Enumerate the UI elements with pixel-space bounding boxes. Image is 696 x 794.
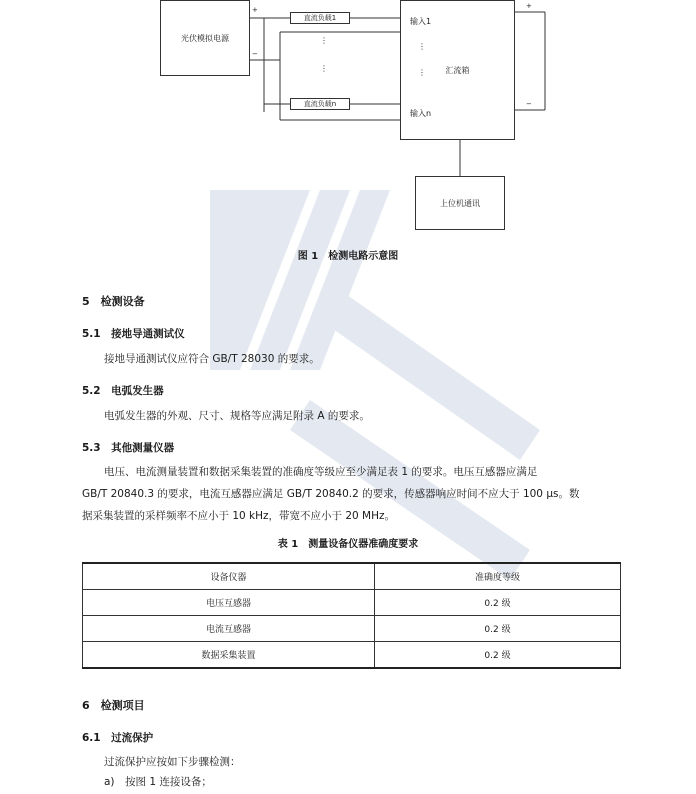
section-5-3-line-1: 电压、电流测量装置和数据采集装置的准确度等级应至少满足表 1 的要求。电压互感器应满足 [104,466,538,478]
table-cell: 0.2 级 [375,590,621,616]
section-6-heading [82,697,145,713]
table-header-cell: 设备仪器 [83,563,375,590]
table-row [83,616,621,642]
accuracy-table [82,562,621,669]
pv-source-label: 光伏模拟电源 [181,33,229,43]
section-5-3-number: 5.3 [82,442,101,454]
table-cell: 0.2 级 [375,616,621,642]
section-5-2-title: 电弧发生器 [111,385,164,397]
section-5-3-title: 其他测量仪器 [111,442,175,454]
section-5-2-heading [82,383,164,398]
table-row [83,642,621,669]
pv-minus-sign: − [252,50,258,58]
section-5-1-heading [82,326,185,341]
section-5-1-title: 接地导通测试仪 [111,328,185,340]
input-n-label: 输入n [410,109,432,118]
table-1-caption: 表 1 测量设备仪器准确度要求 [277,539,419,550]
section-5-3-heading [82,440,174,455]
table-cell: 0.2 级 [375,642,621,669]
table-row [83,590,621,616]
load-n-label: 直流负载n [303,100,337,108]
combiner-label: 汇流箱 [445,65,470,75]
figure-caption: 图 1 检测电路示意图 [297,251,399,262]
load-n-box [290,98,350,110]
section-6-1-body: 过流保护应按如下步骤检测： [104,756,241,768]
section-5-title: 检测设备 [100,295,145,308]
load-ellipsis-bottom: ⋮ [320,64,328,73]
section-5-2-number: 5.2 [82,385,101,397]
host-label: 上位机通讯 [440,198,480,208]
section-5-1-body: 接地导通测试仪应符合 GB/T 28030 的要求。 [104,353,320,365]
section-6-number: 6 [82,699,90,712]
section-5-heading [82,293,145,309]
section-6-title: 检测项目 [100,699,145,712]
section-6-1-number: 6.1 [82,732,101,744]
table-cell: 数据采集装置 [83,642,375,669]
out-plus-sign: + [526,2,532,10]
input-1-label: 输入1 [410,17,432,26]
input-ellipsis-bottom: ⋮ [418,68,426,77]
section-6-1-heading [82,730,153,745]
load-1-label: 直流负载1 [303,14,337,22]
table-cell: 电流互感器 [83,616,375,642]
table-header-cell: 准确度等级 [375,563,621,590]
table-header-row [83,563,621,590]
pv-source-box [160,0,250,76]
table-cell: 电压互感器 [83,590,375,616]
load-ellipsis-top: ⋮ [320,36,328,45]
input-ellipsis-top: ⋮ [418,42,426,51]
host-box [415,176,505,230]
section-5-1-number: 5.1 [82,328,101,340]
section-5-number: 5 [82,295,90,308]
section-5-3-line-2: GB/T 20840.3 的要求，电流互感器应满足 GB/T 20840.2 的要求，传感器响应时间不应大于 100 μs。数 [82,488,580,500]
section-6-1-title: 过流保护 [111,732,154,744]
section-6-1-step-a: a) 按图 1 连接设备； [104,776,212,788]
diagram-wires [0,0,696,245]
section-5-3-line-3: 据采集装置的采样频率不应小于 10 kHz，带宽不应小于 20 MHz。 [82,510,396,522]
pv-plus-sign: + [252,6,258,14]
section-5-2-body: 电弧发生器的外观、尺寸、规格等应满足附录 A 的要求。 [104,410,370,422]
load-1-box [290,12,350,24]
out-minus-sign: − [526,100,532,108]
